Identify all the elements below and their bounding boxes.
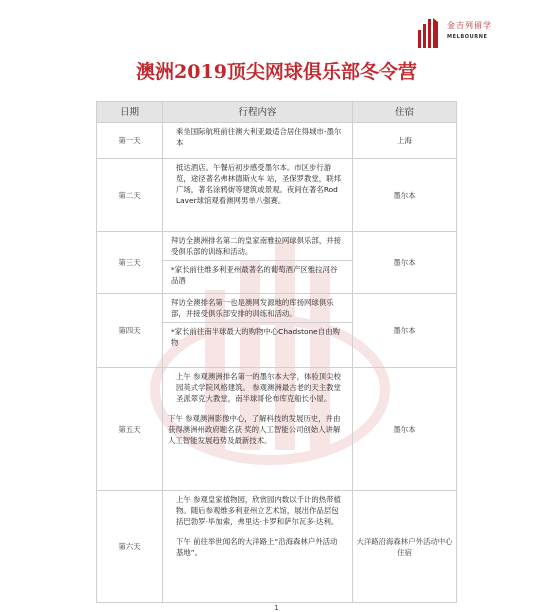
afternoon-text: 下午 前往举世闻名的大洋路上“沿海森林户外活动基地”。 [176, 537, 338, 557]
table-row [97, 232, 457, 294]
lodging-cell: 大洋路沿海森林户外活动中心住宿 [353, 491, 457, 603]
table-row [97, 294, 457, 368]
day-cell: 第六天 [97, 491, 163, 603]
day-cell: 第四天 [97, 294, 163, 368]
page-title: 澳洲2019顶尖网球俱乐部冬令营 [136, 61, 417, 83]
itinerary-text: 拜访全澳排名第一也是澳网发源地的库扬网球俱乐部，并接受俱乐部安排的训练和活动。 [171, 298, 334, 318]
itinerary-cell [163, 368, 353, 491]
logo-mark-icon [417, 16, 439, 50]
table-row [97, 159, 457, 232]
logo-text-cn: 金吉列留学 [447, 21, 492, 30]
page-number: 1 [274, 604, 279, 612]
day-cell: 第二天 [97, 159, 163, 232]
morning-text: 上午 参观澳洲排名第一的墨尔本大学，体验顶尖校园英式学院风格建筑。 参观澳洲最古老的天主教堂圣派翠克大教堂，南半球哥伦布库克船长小屋。 [176, 372, 341, 403]
itinerary-cell [163, 123, 353, 159]
lodging-cell: 墨尔本 [353, 232, 457, 294]
parent-note: *家长前往维多利亚州最著名的葡萄酒产区雅拉河谷品酒 [163, 260, 352, 289]
itinerary-text: 乘坐国际航班前往澳大利亚最适合居住得城市-墨尔本 [176, 127, 342, 147]
itinerary-table [96, 101, 457, 603]
parent-note: *家长前往南半球最大的购物中心Chadstone自由购物 [163, 322, 352, 351]
day-cell: 第五天 [97, 368, 163, 491]
itinerary-cell [163, 294, 353, 368]
day-cell: 第三天 [97, 232, 163, 294]
lodging-cell: 墨尔本 [353, 294, 457, 368]
lodging-cell: 墨尔本 [353, 368, 457, 491]
itinerary-cell [163, 232, 353, 294]
itinerary-cell [163, 491, 353, 603]
lodging-cell: 上海 [353, 123, 457, 159]
column-header-date: 日期 [97, 102, 163, 123]
table-header-row [97, 102, 457, 123]
afternoon-text: 下午 参观澳洲影像中心，了解科技的发展历史，并由获得澳洲州政府题名获 奖的人工智能公司创始人讲解人工智能发展趋势及最新技术。 [168, 414, 341, 445]
itinerary-cell [163, 159, 353, 232]
morning-text: 上午 参观皇家植物园，欣赏园内数以千计的热带植物。随后参观维多利亚州立艺术馆，展出作品层包括巴勃罗·毕加索，弗里达·卡罗和萨尔瓦多·达利。 [176, 495, 341, 526]
brand-logo [417, 14, 521, 54]
column-header-itinerary: 行程内容 [163, 102, 353, 123]
itinerary-text: 拜访全澳洲排名第二的皇家南雅拉网球俱乐部，并接受俱乐部的训练和活动。 [171, 236, 341, 256]
table-row [97, 368, 457, 491]
day-cell: 第一天 [97, 123, 163, 159]
logo-text-en: MELBOURNE [447, 34, 488, 40]
column-header-lodging: 住宿 [353, 102, 457, 123]
itinerary-text: 抵达酒店。午餐后初步感受墨尔本。市区步行游览，途径著名弗林德斯火车 站，圣保罗教堂，联邦广场，著名涂鸦街等建筑或景观。夜间在著名Rod Laver球馆观看澳网男单八强赛。 [176, 163, 341, 205]
table-row [97, 491, 457, 603]
table-row [97, 123, 457, 159]
lodging-cell: 墨尔本 [353, 159, 457, 232]
